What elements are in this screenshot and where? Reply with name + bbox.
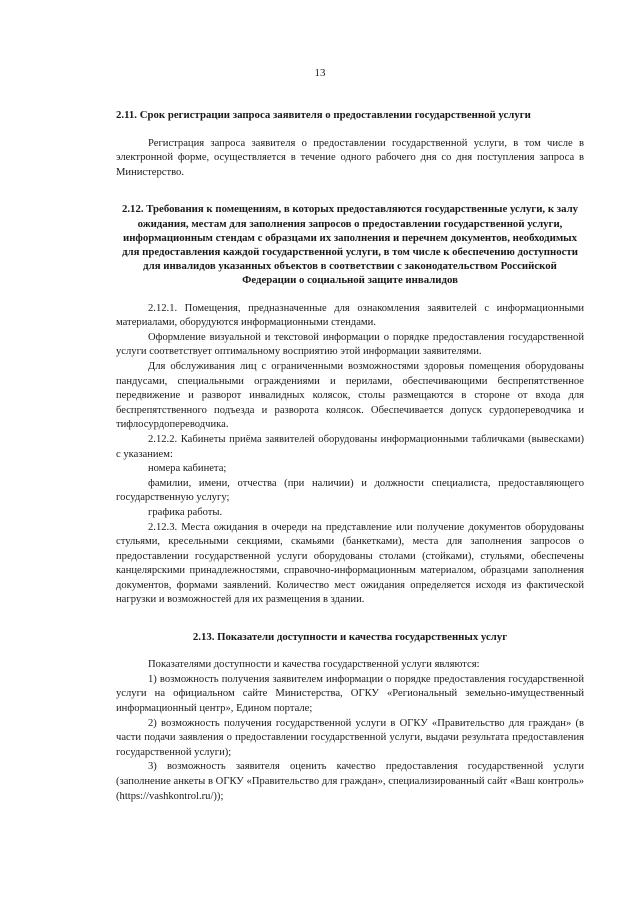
list-item-room-number: номера кабинета;: [148, 463, 227, 475]
page-number: 13: [314, 67, 326, 79]
paragraph-2-12-3: 2.12.3. Места ожидания в очереди на представление или получение документов оборудованы стульями, кресельными секциями, скамьями (банкетками), места для заполнения запросов о предоставлении государственной услуги оборудованы столами (стойками), стульями, обеспечены канцелярскими принадлежностями, справочно-информационным материалом, образцами заполнения документов, формами заявлений. Количество мест ожидания определяется исходя из фактической нагрузки и возможностей для их размещения в здании.: [116, 521, 584, 606]
paragraph-2-12-1: 2.12.1. Помещения, предназначенные для ознакомления заявителей с информационными материалами, оборудуются информационными стендами.: [116, 302, 584, 329]
section-2-12-heading: 2.12. Требования к помещениям, в которых предоставляются государственные услуги, к залу ожидания, местам для заполнения запросов о предоставлении государственной услуги, информационным стендам с образцами их заполнения и перечнем документов, необходимых для предоставления каждой государственной услуги, в том числе к обеспечению доступности для инвалидов указанных объектов в соответствии с законодательством Российской Федерации о социальной защите инвалидов: [121, 203, 579, 287]
paragraph-2-12-disabled-access: Для обслуживания лиц с ограниченными возможностями здоровья помещения оборудованы пандусами, специальными ограждениями и перилами, обеспечивающими беспрепятственное передвижение и разворот инвалидных колясок, столы размещаются в стороне от входа для беспрепятственного подъезда и разворота колясок. Обеспечивается допуск сурдопереводчика и тифлосурдопереводчика.: [116, 360, 584, 431]
section-2-11-heading: 2.11. Срок регистрации запроса заявителя о предоставлении государственной услуги: [116, 109, 531, 121]
paragraph-2-13-intro: Показателями доступности и качества государственной услуги являются:: [148, 659, 480, 671]
list-item-schedule: графика работы.: [148, 506, 223, 518]
paragraph-2-13-item-1: 1) возможность получения заявителем информации о порядке предоставления государственной услуги на официальном сайте Министерства, ОГКУ «Региональный земельно-имущественный информационный центр», Едином портале;: [116, 673, 584, 715]
list-item-specialist: фамилии, имени, отчества (при наличии) и должности специалиста, предоставляющего государственную услугу;: [116, 477, 584, 504]
paragraph-2-12-2: 2.12.2. Кабинеты приёма заявителей оборудованы информационными табличками (вывесками) с указанием:: [116, 433, 584, 460]
section-2-11-paragraph: Регистрация запроса заявителя о предоставлении государственной услуги, в том числе в электронной форме, осуществляется в течение одного рабочего дня со дня поступления запроса в Министерство.: [116, 137, 584, 178]
paragraph-2-12-visual-info: Оформление визуальной и текстовой информации о порядке предоставления государственной услуги соответствует оптимальному восприятию этой информации заявителями.: [116, 331, 584, 358]
paragraph-2-13-item-3: 3) возможность заявителя оценить качество предоставления государственной услуги (заполнение анкеты в ОГКУ «Правительство для граждан», специализированный сайт «Ваш контроль» (https://vashkontrol.ru/));: [116, 761, 584, 802]
section-2-13-heading: 2.13. Показатели доступности и качества государственных услуг: [192, 631, 508, 644]
paragraph-2-13-item-2: 2) возможность получения государственной услуги в ОГКУ «Правительство для граждан» (в части подачи заявления о предоставлении государственной услуги, выдачи результата предоставления государственной услуги);: [116, 717, 584, 758]
